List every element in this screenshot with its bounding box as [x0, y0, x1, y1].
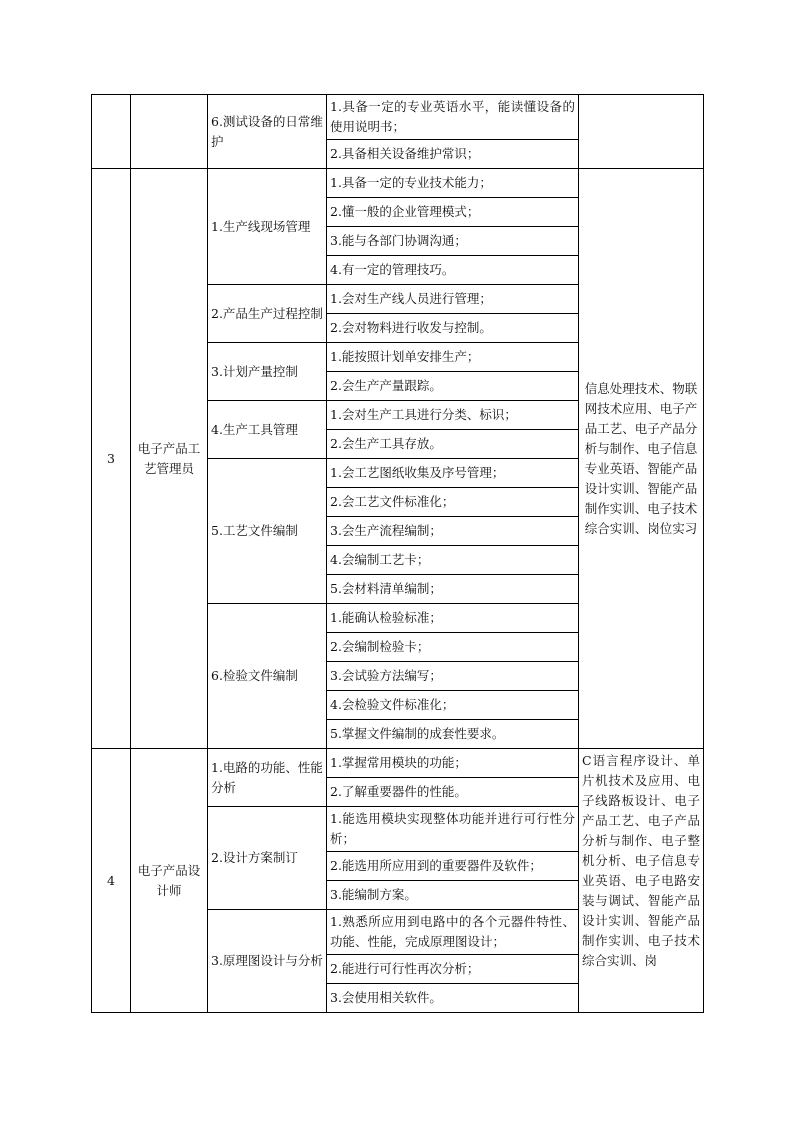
task-cell: 1.电路的功能、性能分析: [208, 749, 327, 807]
ability-cell: 3.会使用相关软件。: [327, 984, 579, 1013]
ability-cell: 3.会试验方法编写；: [327, 662, 579, 691]
task-cell: 2.产品生产过程控制: [208, 285, 327, 343]
task-cell: 6.测试设备的日常维护: [208, 95, 327, 169]
ability-cell: 4.会编制工艺卡；: [327, 546, 579, 575]
ability-cell: 2.会编制检验卡；: [327, 633, 579, 662]
table-row: [92, 749, 704, 778]
job-competency-table: [91, 94, 704, 1013]
ability-cell: 1.会对生产线人员进行管理；: [327, 285, 579, 314]
ability-cell: 4.会检验文件标准化；: [327, 691, 579, 720]
serial-cell: [92, 95, 131, 169]
ability-cell: 1.熟悉所应用到电路中的各个元器件特性、功能、性能，完成原理图设计；: [327, 910, 579, 955]
ability-cell: 2.懂一般的企业管理模式；: [327, 198, 579, 227]
ability-cell: 1.能按照计划单安排生产；: [327, 343, 579, 372]
course-cell: 信息处理技术、物联网技术应用、电子产品工艺、电子产品分析与制作、电子信息专业英语、智能产品设计实训、智能产品制作实训、电子技术综合实训、岗位实习: [579, 169, 704, 749]
task-cell: 6.检验文件编制: [208, 604, 327, 749]
task-cell: 5.工艺文件编制: [208, 459, 327, 604]
ability-cell: 1.会工艺图纸收集及序号管理；: [327, 459, 579, 488]
table-row: [92, 95, 704, 140]
ability-cell: 2.会生产产量跟踪。: [327, 372, 579, 401]
task-cell: 1.生产线现场管理: [208, 169, 327, 285]
ability-cell: 1.具备一定的专业技术能力；: [327, 169, 579, 198]
task-cell: 2.设计方案制订: [208, 807, 327, 910]
ability-cell: 1.能确认检验标准；: [327, 604, 579, 633]
ability-cell: 2.会生产工具存放。: [327, 430, 579, 459]
ability-cell: 5.掌握文件编制的成套性要求。: [327, 720, 579, 749]
ability-cell: 2.能进行可行性再次分析；: [327, 955, 579, 984]
role-cell: 电子产品设计师: [131, 749, 208, 1013]
role-cell: 电子产品工艺管理员: [131, 169, 208, 749]
ability-cell: 4.有一定的管理技巧。: [327, 256, 579, 285]
ability-cell: 2.了解重要器件的性能。: [327, 778, 579, 807]
task-cell: 4.生产工具管理: [208, 401, 327, 459]
ability-cell: 5.会材料清单编制；: [327, 575, 579, 604]
ability-cell: 2.会对物料进行收发与控制。: [327, 314, 579, 343]
ability-cell: 1.能选用模块实现整体功能并进行可行性分析；: [327, 807, 579, 852]
task-cell: 3.原理图设计与分析: [208, 910, 327, 1013]
ability-cell: 1.具备一定的专业英语水平，能读懂设备的使用说明书；: [327, 95, 579, 140]
ability-cell: 1.会对生产工具进行分类、标识；: [327, 401, 579, 430]
ability-cell: 2.会工艺文件标准化；: [327, 488, 579, 517]
course-cell: C语言程序设计、单片机技术及应用、电子线路板设计、电子产品工艺、电子产品分析与制作、电子整机分析、电子信息专业英语、电子电路安装与调试、智能产品设计实训、智能产品制作实训、电子技术综合实训、岗: [579, 749, 704, 1013]
course-cell: [579, 95, 704, 169]
role-cell: [131, 95, 208, 169]
task-cell: 3.计划产量控制: [208, 343, 327, 401]
table-row: [92, 169, 704, 198]
serial-cell: 3: [92, 169, 131, 749]
ability-cell: 3.会生产流程编制；: [327, 517, 579, 546]
ability-cell: 1.掌握常用模块的功能；: [327, 749, 579, 778]
ability-cell: 3.能编制方案。: [327, 881, 579, 910]
ability-cell: 2.能选用所应用到的重要器件及软件；: [327, 852, 579, 881]
ability-cell: 2.具备相关设备维护常识；: [327, 140, 579, 169]
ability-cell: 3.能与各部门协调沟通；: [327, 227, 579, 256]
serial-cell: 4: [92, 749, 131, 1013]
